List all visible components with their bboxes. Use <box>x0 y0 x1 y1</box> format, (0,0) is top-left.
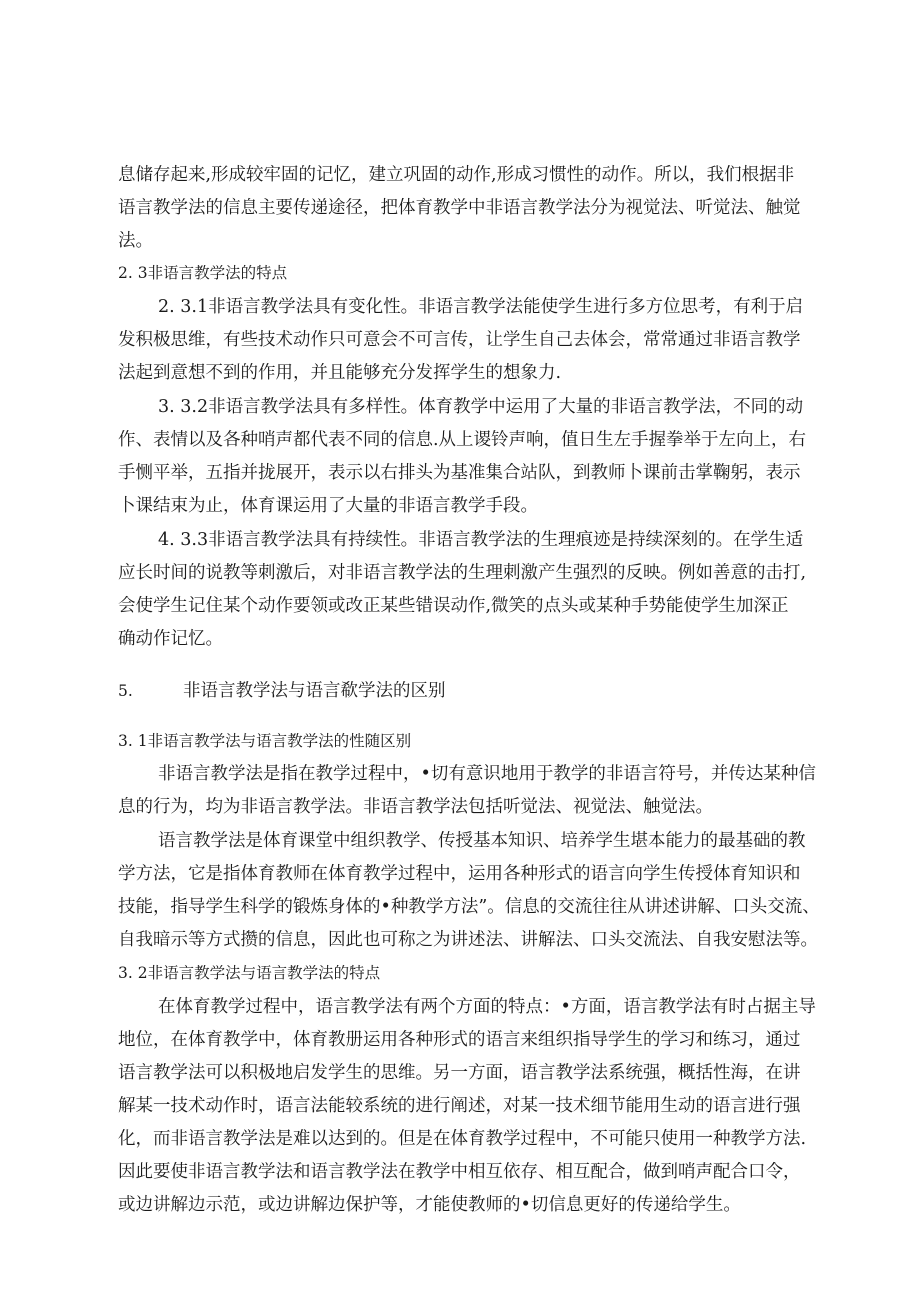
text-line: 作、表情以及各种哨声都代表不同的信息.从上谡铃声响，值日生左手握拳举于左向上，右 <box>118 430 807 450</box>
text-line: 因此要使非语言教学法和语言教学法在教学中相互依存、相互配合，做到哨声配合口令， <box>118 1162 801 1182</box>
text-line: 息的行为，均为非语言教学法。非语言教学法包括听觉法、视觉法、触觉法。 <box>118 797 713 817</box>
section-number-5: 5. <box>118 682 133 700</box>
section-heading-3-1: 3. 1非语言教学法与语言教学法的性随区别 <box>118 732 412 750</box>
text-line: 法起到意想不到的作用，并且能够充分发挥学生的想象力. <box>118 363 562 383</box>
text-line: 手恻平举，五指并拢展开，表示以右排头为基准集合站队，到教师卜课前击掌鞠躬，表示 <box>118 463 801 483</box>
text-line: 语言教学法的信息主要传递途径，把体育教学中非语言教学法分为视觉法、听觉法、触觉 <box>118 198 801 218</box>
text-line: 非语言教学法是指在教学过程中，•切有意识地用于教学的非语言符号，并传达某种信 <box>158 764 816 784</box>
text-line: 在体育教学过程中，语言教学法有两个方面的特点：•方面，语言教学法有时占据主导 <box>158 997 816 1017</box>
section-title-5: 非语言教学法与语言欷学法的区别 <box>183 681 446 701</box>
text-line: 法。 <box>118 231 153 251</box>
section-heading-3-2: 3. 2非语言教学法与语言教学法的特点 <box>118 964 381 982</box>
text-line: 4. 3.3非语言教学法具有持续性。非语言教学法的生理痕迹是持续深刻的。在学生适 <box>158 530 804 550</box>
text-line: 解某一技术动作时，语言法能较系统的进行阐述，对某一技术细节能用生动的语言进行强 <box>118 1096 801 1116</box>
text-line: 语言教学法是体育课堂中组织教学、传授基本知识、培养学生堪本能力的最基础的教 <box>158 831 806 851</box>
text-line: 技能，指导学生科学的锻炼身体的•种教学方法”。信息的交流往往从讲述讲解、口头交流、 <box>118 897 820 917</box>
text-line: 语言教学法可以积极地启发学生的思维。另一方面，语言教学法系统强，概括性海，在讲 <box>118 1063 801 1083</box>
text-line: 化，而非语言教学法是难以达到的。但是在体育教学过程中，不可能只使用一种教学方法. <box>118 1129 807 1149</box>
text-line: 或边讲解边示范，或边讲解边保护等，才能使教师的•切信息更好的传递给学生。 <box>118 1195 741 1215</box>
text-line: 3. 3.2非语言教学法具有多样性。体育教学中运用了大量的非语言教学法，不同的动 <box>158 397 804 417</box>
text-line: 应长时间的说教等刺激后，对非语言教学法的生理刺激产生强烈的反映。例如善意的击打, <box>118 563 807 583</box>
section-heading-2-3: 2. 3非语言教学法的特点 <box>118 264 288 282</box>
text-line: 会使学生记住某个动作要领或改正某些错误动作,微笑的点头或某种手势能使学生加深正 <box>118 596 789 616</box>
text-line: 确动作记忆。 <box>118 629 223 649</box>
text-line: 息储存起来,形成较牢固的记忆，建立巩固的动作,形成习惯性的动作。所以，我们根据非 <box>118 165 795 185</box>
text-line: 地位，在体育教学中，体育教册运用各种形式的语言来组织指导学生的学习和练习，通过 <box>118 1030 801 1050</box>
text-line: 自我暗示等方式攒的信息，因此也可称之为讲述法、讲解法、口头交流法、自我安慰法等。 <box>118 930 818 950</box>
text-line: 学方法，它是指体育教师在体育教学过程中，运用各种形式的语言向学生传授体育知识和 <box>118 864 801 884</box>
text-line: 发积极思维，有些技术动作只可意会不可言传，让学生自己去体会，常常通过非语言教学 <box>118 330 801 350</box>
text-line: 2. 3.1非语言教学法具有变化性。非语言教学法能使学生进行多方位思考，有利于启 <box>158 297 804 317</box>
text-line: 卜课结束为止，体育课运用了大量的非语言教学手段。 <box>118 496 538 516</box>
